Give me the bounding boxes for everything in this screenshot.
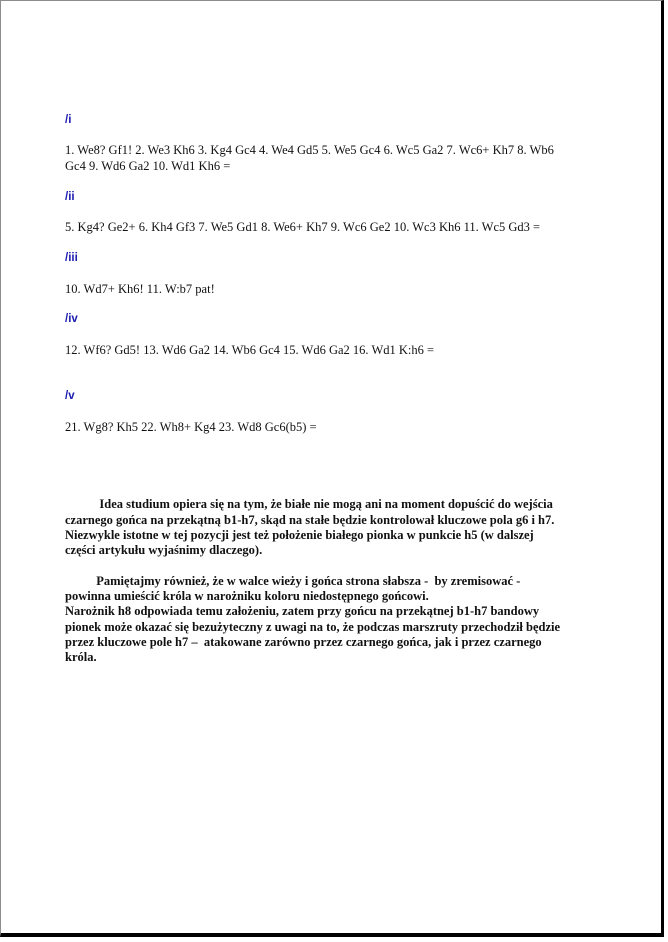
paragraph-1-line-2: czarnego gońca na przekątną b1-h7, skąd na stałe będzie kontrolował kluczowe pola g6 i h7. xyxy=(65,513,555,527)
note-label-iii: /iii xyxy=(65,252,78,264)
paragraph-2-line-4: pionek może okazać się bezużyteczny z uwagi na to, że podczas marszruty przechodził będzie xyxy=(65,620,561,634)
variation-v-line-1: 21. Wg8? Kh5 22. Wh8+ Kg4 23. Wd8 Gc6(b5) = xyxy=(65,420,317,434)
paragraph-2-line-5: przez kluczowe pole h7 – atakowane zarówno przez czarnego gońca, jak i przez czarnego xyxy=(65,635,542,649)
note-label-iv: /iv xyxy=(65,313,78,325)
paragraph-1-line-1: Idea studium opiera się na tym, że białe nie mogą ani na moment dopuścić do wejścia xyxy=(65,497,553,511)
variation-iv-line-1: 12. Wf6? Gd5! 13. Wd6 Ga2 14. Wb6 Gc4 15. Wd6 Ga2 16. Wd1 K:h6 = xyxy=(65,343,435,357)
note-label-ii: /ii xyxy=(65,191,75,203)
paragraph-2-line-1: Pamiętajmy również, że w walce wieży i gońca strona słabsza - by zremisować - xyxy=(65,574,521,588)
variation-i-line-2: Gc4 9. Wd6 Ga2 10. Wd1 Kh6 = xyxy=(65,159,231,173)
paragraph-1-line-3: Niezwykle istotne w tej pozycji jest też położenie białego pionka w punkcie h5 (w dalszej xyxy=(65,528,534,542)
variation-i-line-1: 1. We8? Gf1! 2. We3 Kh6 3. Kg4 Gc4 4. We4 Gd5 5. We5 Gc4 6. Wc5 Ga2 7. Wc6+ Kh7 8. Wb6 xyxy=(65,143,554,157)
paragraph-2-line-2: powinna umieścić króla w narożniku koloru niedostępnego gońcowi. xyxy=(65,589,429,603)
paragraph-1-line-4: części artykułu wyjaśnimy dlaczego). xyxy=(65,543,263,557)
paragraph-2-line-3: Narożnik h8 odpowiada temu założeniu, zatem przy gońcu na przekątnej b1-h7 bandowy xyxy=(65,604,540,618)
variation-ii-line-1: 5. Kg4? Ge2+ 6. Kh4 Gf3 7. We5 Gd1 8. We6+ Kh7 9. Wc6 Ge2 10. Wc3 Kh6 11. Wc5 Gd3 = xyxy=(65,220,541,234)
paragraph-2-line-6: króla. xyxy=(65,650,97,664)
note-label-v: /v xyxy=(65,390,75,402)
variation-iii-line-1: 10. Wd7+ Kh6! 11. W:b7 pat! xyxy=(65,282,215,296)
note-label-i: /i xyxy=(65,114,72,126)
